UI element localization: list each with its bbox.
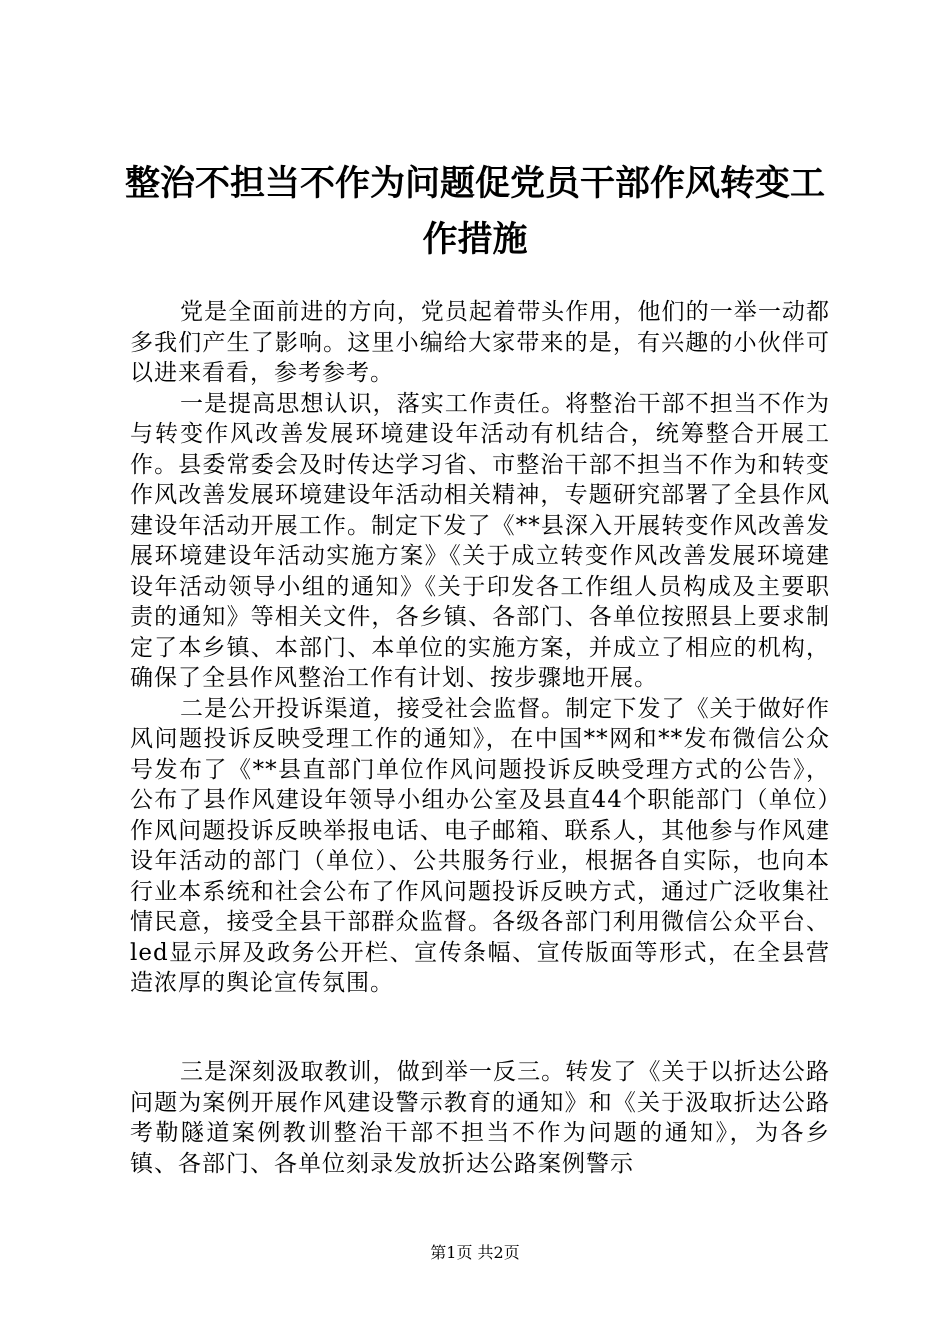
document-title-line-2: 作措施 bbox=[422, 220, 528, 260]
page-footer: 第1页 共2页 bbox=[430, 1243, 520, 1262]
paragraph-3: 三是深刻汲取教训，做到举一反三。转发了《关于以折达公路问题为案例开展作风建设警示教育的通知》和《关于汲取折达公路考勒隧道案例教训整治干部不担当不作为问题的通知》，为各乡镇、各部门、各单位刻录发放折达公路案例警示 bbox=[130, 1059, 830, 1177]
paragraph-intro: 党是全面前进的方向，党员起着带头作用，他们的一举一动都多我们产生了影响。这里小编给大家带来的是，有兴趣的小伙伴可以进来看看，参考参考。 bbox=[130, 299, 830, 386]
paragraph-1: 一是提高思想认识，落实工作责任。将整治干部不担当不作为与转变作风改善发展环境建设年活动有机结合，统筹整合开展工作。县委常委会及时传达学习省、市整治干部不担当不作为和转变作风改善发展环境建设年活动相关精神，专题研究部署了全县作风建设年活动开展工作。制定下发了《**县深入开展转变作风改善发展环境建设年活动实施方案》《关于成立转变作风改善发展环境建设年活动领导小组的通知》《关于印发各工作组人员构成及主要职责的通知》等相关文件，各乡镇、各部门、各单位按照县上要求制定了本乡镇、本部门、本单位的实施方案，并成立了相应的机构，确保了全县作风整治工作有计划、按步骤地开展。 bbox=[130, 390, 830, 691]
document-body-continued bbox=[130, 1057, 830, 1179]
document-title-line-1: 整治不担当不作为问题促党员干部作风转变工 bbox=[124, 164, 825, 204]
document-body bbox=[130, 297, 830, 999]
paragraph-2: 二是公开投诉渠道，接受社会监督。制定下发了《关于做好作风问题投诉反映受理工作的通知》，在中国**网和**发布微信公众号发布了《**县直部门单位作风问题投诉反映受理方式的公告》，公布了县作风建设年领导小组办公室及县直44个职能部门（单位）作风问题投诉反映举报电话、电子邮箱、联系人，其他参与作风建设年活动的部门（单位）、公共服务行业，根据各自实际，也向本行业本系统和社会公布了作风问题投诉反映方式，通过广泛收集社情民意，接受全县干部群众监督。各级各部门利用微信公众平台、led显示屏及政务公开栏、宣传条幅、宣传版面等形式，在全县营造浓厚的舆论宣传氛围。 bbox=[130, 695, 830, 996]
